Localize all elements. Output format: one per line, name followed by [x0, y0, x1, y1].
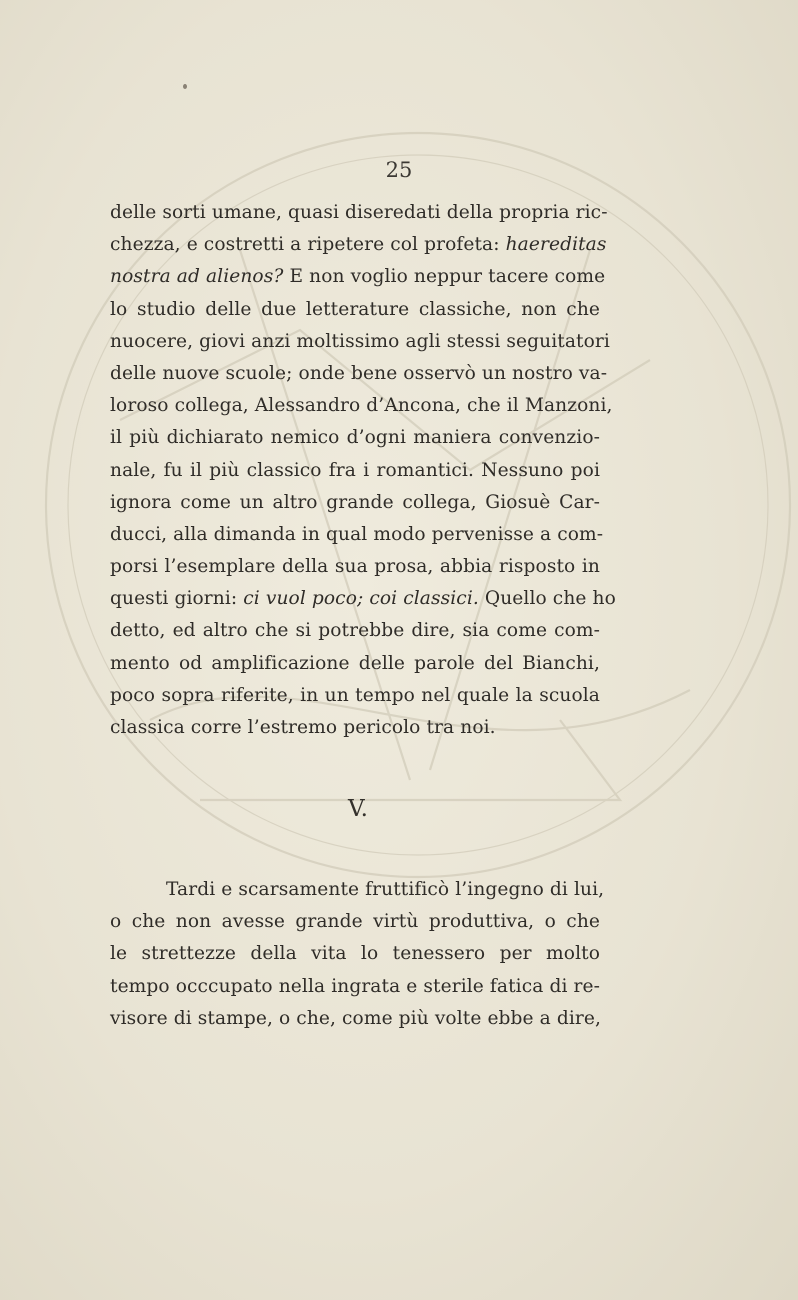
text-line: lo studio delle due letterature classiche, non che	[110, 298, 600, 320]
text-line: tempo occcupato nella ingrata e sterile fatica di re-	[110, 975, 600, 997]
text-line: ignora come un altro grande collega, Giosuè Car-	[110, 491, 600, 513]
italic-text: nostra ad alienos?	[110, 266, 284, 288]
paper-speck	[183, 84, 187, 89]
text-line: Tardi e scarsamente fruttificò l’ingegno di lui,	[166, 879, 605, 900]
text-line	[110, 261, 606, 293]
text-span: questi giorni:	[110, 588, 244, 610]
page-number: 25	[385, 158, 413, 182]
italic-text: haereditas	[505, 234, 607, 256]
text-line: detto, ed altro che si potrebbe dire, sia come com-	[110, 620, 600, 642]
paragraph-main	[110, 197, 616, 744]
text-line: delle sorti umane, quasi diseredati della propria ric-	[110, 202, 608, 223]
text-span: Quello che ho	[478, 588, 616, 610]
text-span: chezza, e costretti a ripetere col profeta:	[110, 234, 506, 256]
text-line: classica corre l’estremo pericolo tra noi.	[110, 717, 496, 738]
text-line: loroso collega, Alessandro d’Ancona, che il Manzoni,	[110, 395, 613, 417]
text-line: le strettezze della vita lo tenessero per molto	[110, 943, 600, 965]
text-line: poco sopra riferite, in un tempo nel quale la scuola	[110, 684, 600, 706]
text-line: mento od amplificazione delle parole del Bianchi,	[110, 652, 600, 674]
text-line: ducci, alla dimanda in qual modo pervenisse a com-	[110, 523, 604, 545]
text-span: E non voglio neppur tacere come	[283, 266, 606, 288]
text-line: delle nuove scuole; onde bene osservò un nostro va-	[110, 362, 608, 384]
text-line	[110, 229, 607, 261]
text-line: visore di stampe, o che, come più volte ebbe a dire,	[110, 1007, 602, 1029]
paragraph-section-v	[110, 874, 605, 1035]
text-line: porsi l’esemplare della sua prosa, abbia risposto in	[110, 556, 600, 578]
text-line: il più dichiarato nemico d’ogni maniera convenzio-	[110, 427, 600, 449]
text-line	[110, 583, 616, 615]
section-heading: V.	[348, 796, 368, 822]
text-line: o che non avesse grande virtù produttiva, o che	[110, 911, 600, 933]
text-line: nuocere, giovi anzi moltissimo agli stessi seguitatori	[110, 330, 610, 352]
italic-text: ci vuol poco; coi classici.	[243, 588, 479, 610]
text-line: nale, fu il più classico fra i romantici. Nessuno poi	[110, 459, 600, 481]
